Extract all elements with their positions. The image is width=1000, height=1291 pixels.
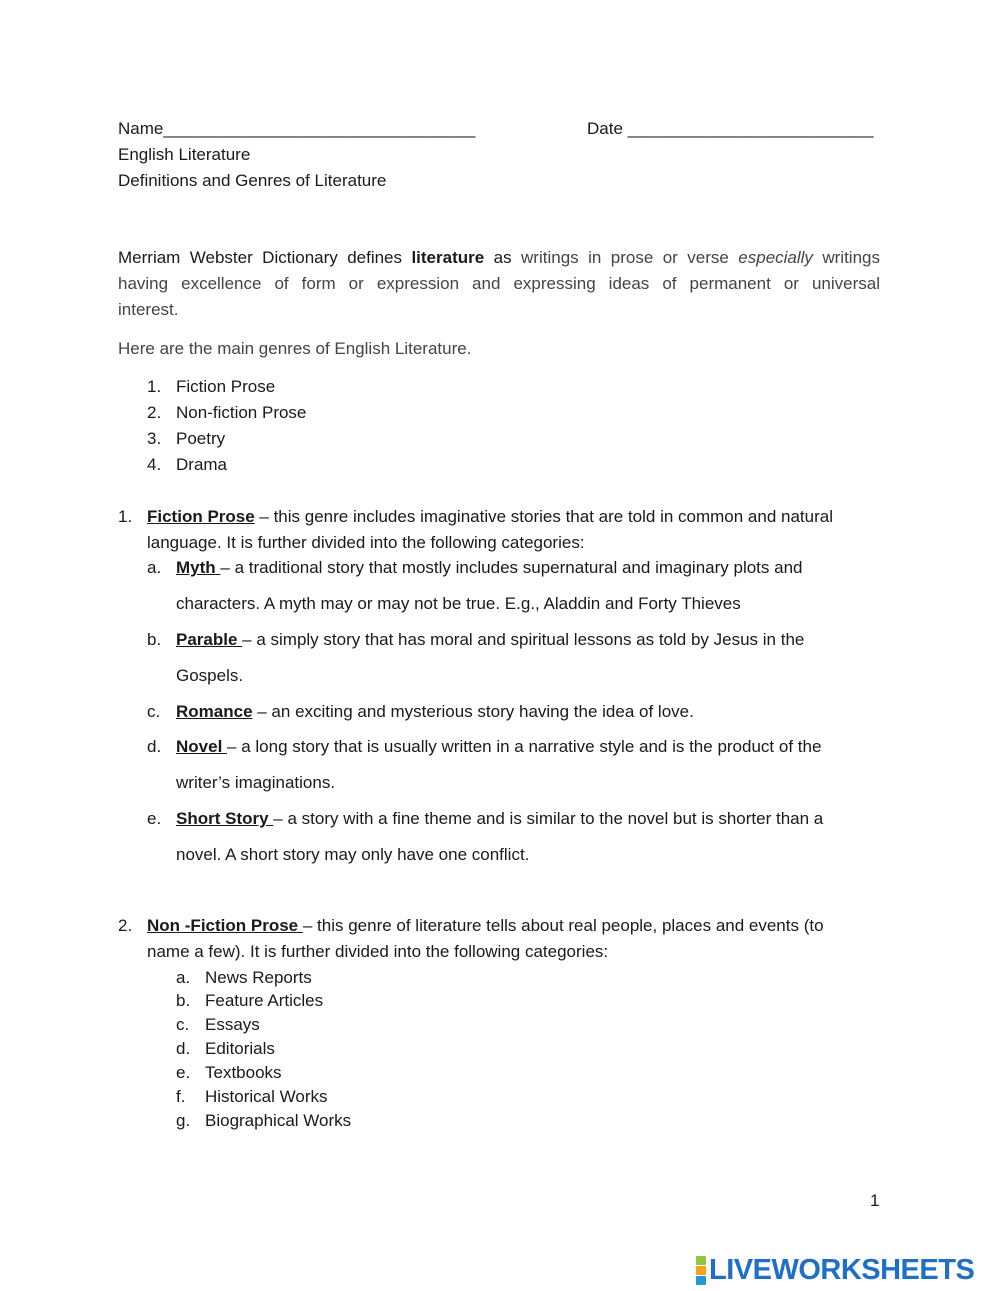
item-letter: b. — [147, 630, 162, 649]
name-field[interactable]: Name_________________________________ — [118, 119, 476, 138]
list-item: Essays — [205, 1015, 260, 1034]
list-item: Editorials — [205, 1039, 275, 1058]
item-letter: c. — [147, 702, 161, 721]
definition-line-1: Merriam Webster Dictionary defines literature as writings in prose or verse especially writings — [118, 248, 880, 267]
nonfiction-section-line-1: Non -Fiction Prose – this genre of literature tells about real people, places and events (to — [147, 916, 824, 935]
list-item: 2. — [147, 403, 162, 422]
course-title: English Literature — [118, 145, 251, 164]
item-letter: c. — [176, 1015, 190, 1034]
item-letter: b. — [176, 991, 191, 1010]
section-number: 1. — [118, 507, 133, 526]
fiction-item-novel: Novel – a long story that is usually written in a narrative style and is the product of the — [176, 737, 822, 756]
fiction-item-parable-cont: Gospels. — [176, 666, 244, 685]
genres-heading: Here are the main genres of English Literature. — [118, 339, 472, 358]
item-letter: a. — [176, 968, 191, 987]
list-item-label: Drama — [176, 455, 228, 474]
fiction-item-romance: Romance – an exciting and mysterious story having the idea of love. — [176, 702, 694, 721]
topic-title: Definitions and Genres of Literature — [118, 171, 387, 190]
section-title: Fiction Prose — [147, 507, 255, 526]
list-item-label: Non-fiction Prose — [176, 403, 307, 422]
list-item: 1. — [147, 377, 162, 396]
item-letter: d. — [176, 1039, 191, 1058]
item-letter: e. — [147, 809, 162, 828]
fiction-item-myth-cont: characters. A myth may or may not be true. E.g., Aladdin and Forty Thieves — [176, 594, 741, 613]
fiction-item-novel-cont: writer’s imaginations. — [176, 773, 336, 792]
fiction-item-short-story: Short Story – a story with a fine theme and is similar to the novel but is shorter than a — [176, 809, 824, 828]
definition-line-3: interest. — [118, 300, 179, 319]
section-number: 2. — [118, 916, 133, 935]
item-letter: d. — [147, 737, 162, 756]
nonfiction-section-line-2: name a few). It is further divided into the following categories: — [147, 942, 609, 961]
logo-blocks-icon — [696, 1256, 706, 1285]
item-letter: a. — [147, 558, 162, 577]
section-title: Non -Fiction Prose — [147, 916, 303, 935]
logo-block-icon — [696, 1256, 706, 1265]
fiction-item-parable: Parable – a simply story that has moral and spiritual lessons as told by Jesus in the — [176, 630, 805, 649]
list-item: Textbooks — [205, 1063, 282, 1082]
item-letter: f. — [176, 1087, 186, 1106]
list-item: News Reports — [205, 968, 312, 987]
list-item: 3. — [147, 429, 162, 448]
list-item: Historical Works — [205, 1087, 328, 1106]
fiction-section-line-1: Fiction Prose – this genre includes imaginative stories that are told in common and natural — [147, 507, 834, 526]
date-field[interactable]: Date __________________________ — [587, 119, 874, 138]
page-number: 1 — [870, 1191, 880, 1210]
list-item: 4. — [147, 455, 162, 474]
item-letter: g. — [176, 1111, 191, 1130]
definition-line-2: having excellence of form or expression and expressing ideas of permanent or universal — [118, 274, 880, 293]
list-item-label: Poetry — [176, 429, 226, 448]
fiction-item-short-story-cont: novel. A short story may only have one conflict. — [176, 845, 530, 864]
logo-block-icon — [696, 1276, 706, 1285]
fiction-section-line-2: language. It is further divided into the following categories: — [147, 533, 585, 552]
logo-text: LIVEWORKSHEETS — [709, 1253, 975, 1286]
liveworksheets-logo — [696, 1254, 974, 1286]
list-item: Biographical Works — [205, 1111, 352, 1130]
list-item: Feature Articles — [205, 991, 324, 1010]
fiction-item-myth: Myth – a traditional story that mostly includes supernatural and imaginary plots and — [176, 558, 803, 577]
literature-term: literature — [411, 248, 485, 267]
list-item-label: Fiction Prose — [176, 377, 276, 396]
logo-block-icon — [696, 1266, 706, 1275]
item-letter: e. — [176, 1063, 191, 1082]
